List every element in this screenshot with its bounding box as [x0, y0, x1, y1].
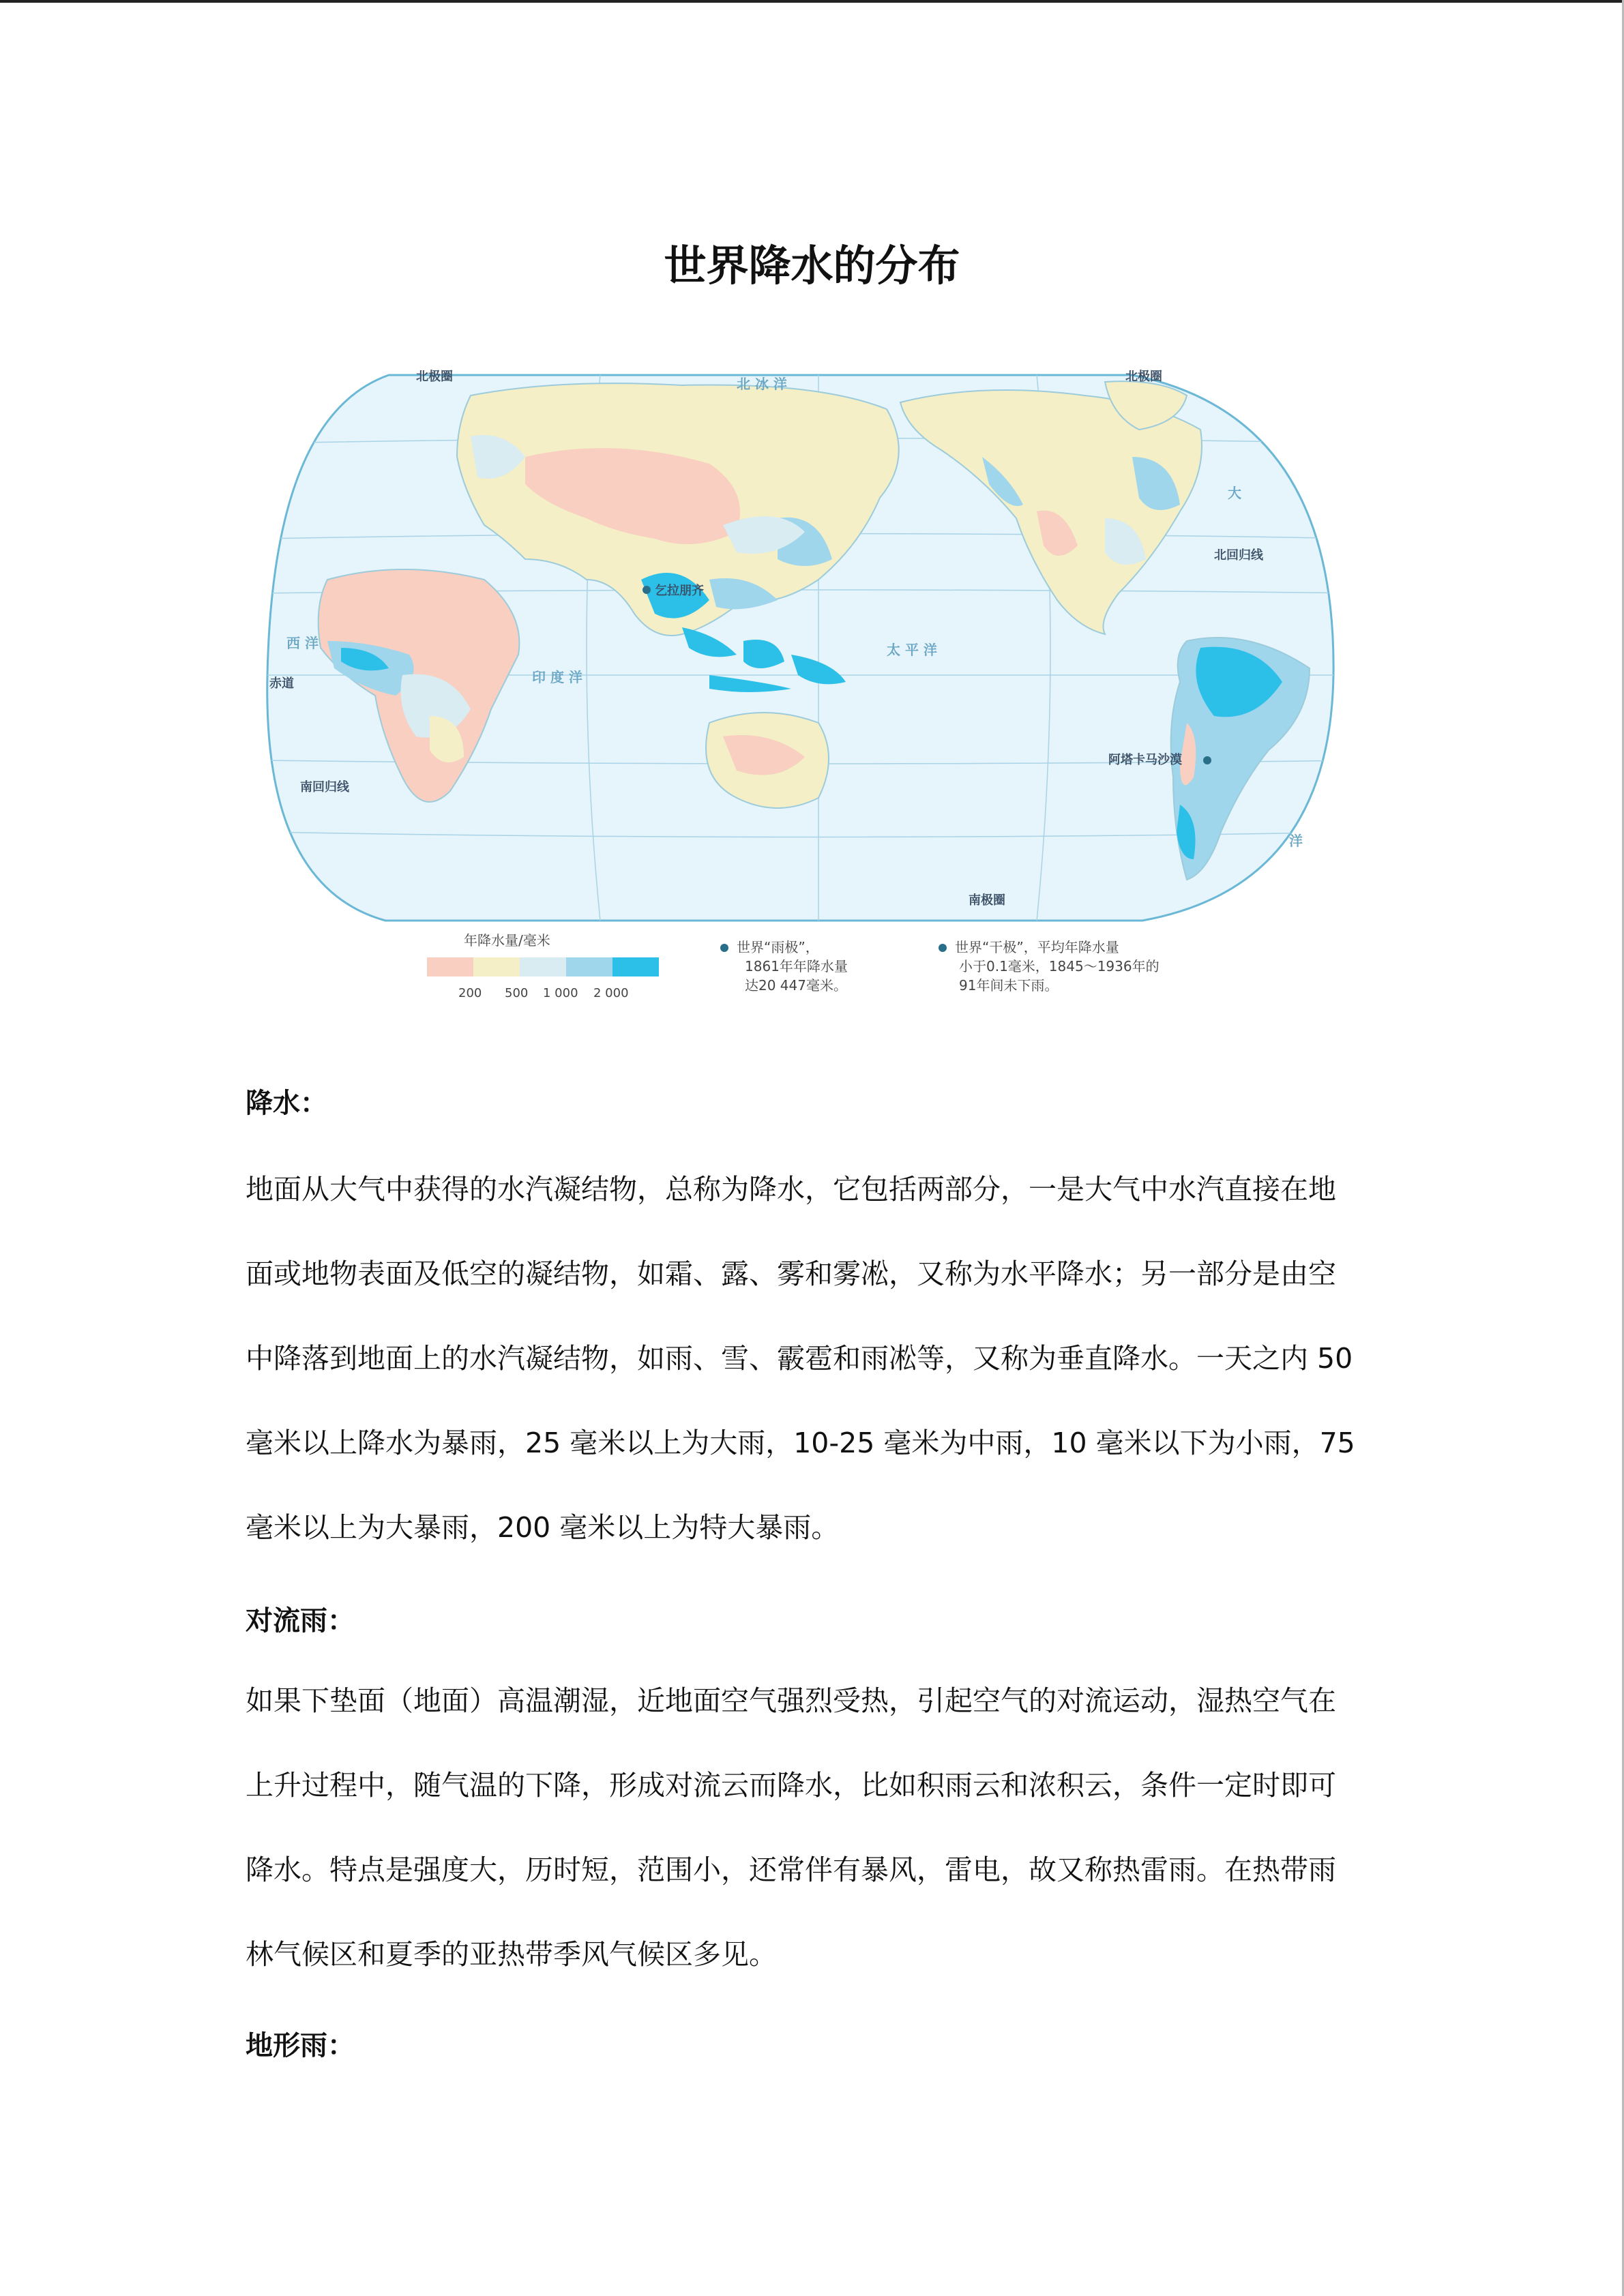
paragraph-line: 面或地物表面及低空的凝结物，如霜、露、雾和雾凇，又称为水平降水；另一部分是由空 — [246, 1257, 1336, 1290]
atlantic-right-bottom-label: 洋 — [1289, 833, 1303, 849]
paragraph-line: 毫米以上降水为暴雨，25 毫米以上为大雨，10-25 毫米为中雨，10 毫米以下为小雨，75 — [246, 1427, 1355, 1459]
section-heading-orographic-rain: 地形雨： — [246, 2030, 355, 2061]
antarctic-circle-label: 南极圈 — [969, 893, 1005, 908]
page-top-border — [0, 0, 1624, 3]
pacific-ocean-label: 太 平 洋 — [887, 642, 937, 658]
tropic-capricorn-label: 南回归线 — [300, 780, 349, 794]
precipitation-map-figure — [269, 355, 1364, 1009]
paragraph-line: 降水。特点是强度大，历时短，范围小，还常伴有暴风，雷电，故又称热雷雨。在热带雨 — [246, 1853, 1336, 1886]
legend-tick: 1 000 — [543, 986, 578, 1000]
paragraph-line: 上升过程中，随气温的下降，形成对流云而降水，比如积雨云和浓积云，条件一定时即可 — [246, 1769, 1336, 1802]
world-precipitation-map — [269, 355, 1364, 1009]
arctic-circle-left-label: 北极圈 — [416, 370, 453, 384]
paragraph-line: 如果下垫面（地面）高温潮湿，近地面空气强烈受热，引起空气的对流运动，湿热空气在 — [246, 1684, 1336, 1717]
arctic-circle-right-label: 北极圈 — [1125, 370, 1162, 384]
paragraph-line: 林气候区和夏季的亚热带季风气候区多见。 — [246, 1938, 777, 1971]
legend-swatch — [612, 957, 659, 976]
section-body-precipitation — [246, 1147, 1378, 1570]
legend-swatch — [566, 957, 612, 976]
section-heading-precipitation: 降水： — [246, 1088, 327, 1119]
wet-pole-note-line: 世界“雨极”， — [737, 939, 819, 955]
legend-tick: 200 — [458, 986, 482, 1000]
arctic-ocean-label: 北 冰 洋 — [737, 376, 787, 392]
legend-tick: 500 — [505, 986, 529, 1000]
dry-pole-note-line: 世界“干极”，平均年降水量 — [955, 939, 1119, 955]
paragraph-line: 地面从大气中获得的水汽凝结物，总称为降水，它包括两部分，一是大气中水汽直接在地 — [246, 1173, 1336, 1206]
dry-pole-note-line: 91年间未下雨。 — [959, 977, 1059, 994]
section-body-convective-rain — [246, 1658, 1378, 1997]
atacama-label: 阿塔卡马沙漠 — [1108, 753, 1182, 767]
equator-label: 赤道 — [269, 676, 294, 691]
dry-pole-note-line: 小于0.1毫米，1845～1936年的 — [959, 958, 1160, 974]
cherrapunji-label: 乞拉朋齐 — [655, 584, 704, 598]
wet-pole-note-line: 1861年年降水量 — [745, 958, 848, 974]
paragraph-line: 中降落到地面上的水汽凝结物，如雨、雪、霰雹和雨凇等，又称为垂直降水。一天之内 50 — [246, 1342, 1353, 1375]
legend-tick: 2 000 — [593, 986, 629, 1000]
indian-ocean-label: 印 度 洋 — [532, 669, 582, 685]
paragraph-line: 毫米以上为大暴雨，200 毫米以上为特大暴雨。 — [246, 1511, 840, 1544]
wet-pole-note-line: 达20 447毫米。 — [745, 977, 847, 994]
legend-title: 年降水量/毫米 — [464, 932, 550, 949]
dry-pole-legend-marker — [939, 944, 947, 952]
tropic-cancer-label: 北回归线 — [1214, 548, 1263, 563]
atlantic-right-top-label: 大 — [1228, 485, 1241, 501]
wet-pole-marker — [643, 586, 651, 594]
section-heading-convective-rain: 对流雨： — [246, 1605, 355, 1637]
atlantic-left-label: 西 洋 — [286, 635, 319, 651]
dry-pole-marker — [1203, 756, 1211, 764]
legend-swatch — [427, 957, 473, 976]
page-title: 世界降水的分布 — [664, 241, 960, 290]
wet-pole-legend-marker — [720, 944, 728, 952]
legend-swatch — [473, 957, 520, 976]
precipitation-legend — [427, 932, 1160, 1000]
legend-swatch — [520, 957, 566, 976]
